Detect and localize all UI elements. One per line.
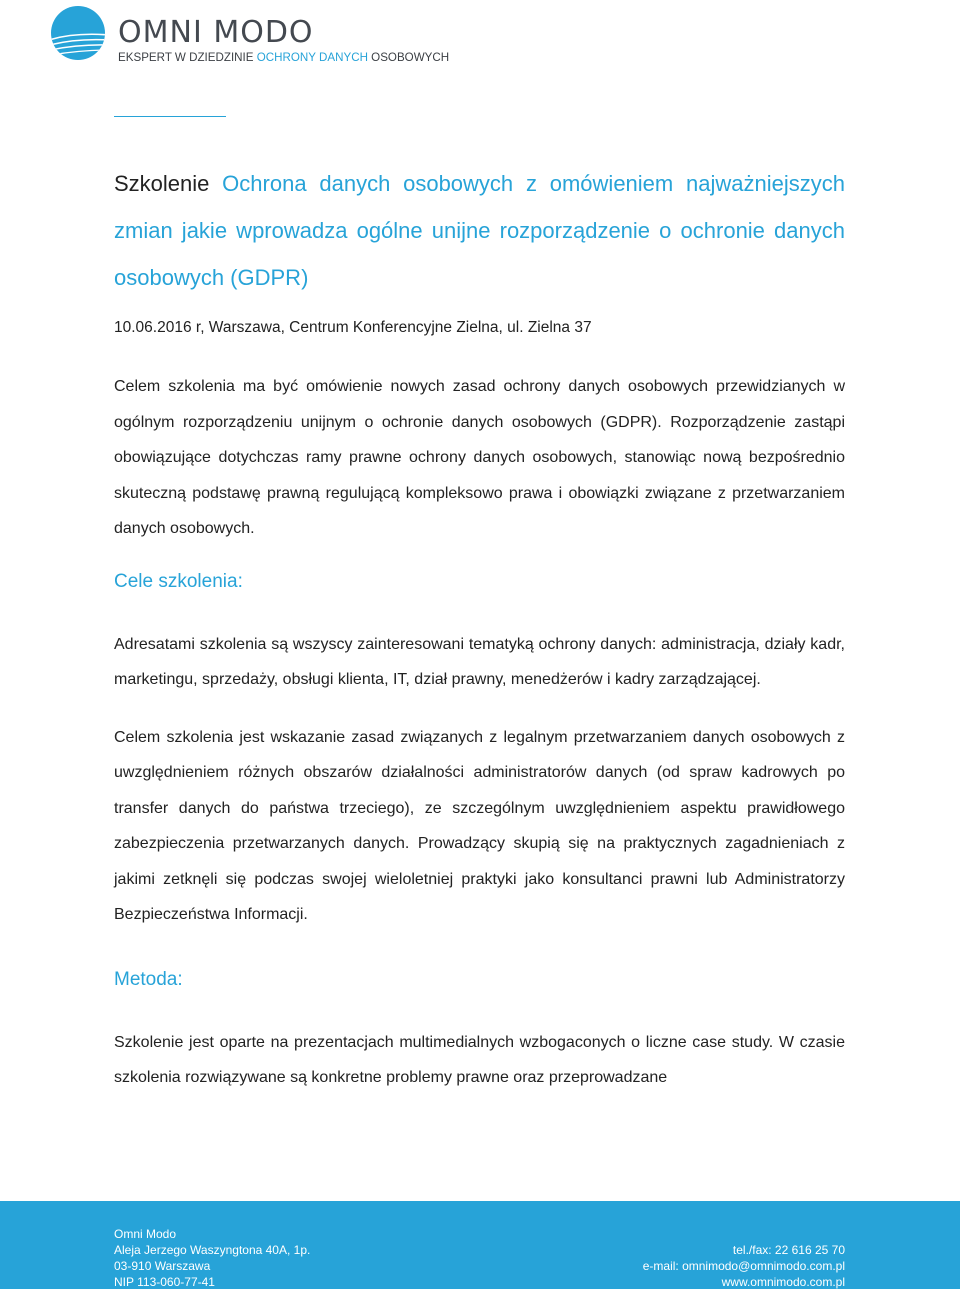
audience-paragraph: Adresatami szkolenia są wszyscy zainteresowani tematyką ochrony danych: administracja, działy kadr, marketingu, sprzedaży, obsługi klienta, IT, dział prawny, menedżerów i kadry zarządzającej.: [114, 635, 845, 688]
footer-city: 03-910 Warszawa: [114, 1259, 211, 1273]
date-location: 10.06.2016 r, Warszawa, Centrum Konferencyjne Zielna, ul. Zielna 37: [114, 319, 592, 336]
logo-tagline-prefix: EKSPERT W DZIEDZINIE: [118, 51, 257, 64]
footer-nip: NIP 113-060-77-41: [114, 1275, 215, 1289]
logo-tagline-highlight: OCHRONY DANYCH: [256, 51, 368, 64]
title-lead: Szkolenie: [114, 171, 210, 196]
document-title: [114, 160, 845, 301]
document-body: [114, 160, 845, 1096]
logo-name: OMNI MODO: [118, 15, 314, 50]
footer-phone: tel./fax: 22 616 25 70: [732, 1243, 845, 1257]
goals-heading: Cele szkolenia:: [114, 570, 243, 592]
header-divider: [114, 116, 226, 117]
intro-paragraph: Celem szkolenia ma być omówienie nowych zasad ochrony danych osobowych przewidzianych w ogólnym rozporządzeniu unijnym o ochronie danych osobowych (GDPR). Rozporządzenie zastąpi obowiązujące dotychczas ramy prawne ochrony danych osobowych, stanowiąc nową bezpośrednio skuteczną podstawę prawną regulującą kompleksowo prawa i obowiązki związane z przetwarzaniem danych osobowych.: [114, 378, 845, 537]
footer-contact: [643, 1242, 845, 1290]
footer-street: Aleja Jerzego Waszyngtona 40A, 1p.: [114, 1243, 311, 1257]
logo-tagline: [118, 51, 449, 64]
method-paragraph: Szkolenie jest oparte na prezentacjach multimedialnych wzbogaconych o liczne case study. W czasie szkolenia rozwiązywane są konkretne problemy prawne oraz przeprowadzane: [114, 1033, 845, 1086]
footer: [0, 1201, 960, 1289]
logo-tagline-suffix: OSOBOWYCH: [367, 51, 450, 64]
logo[interactable]: [50, 5, 450, 67]
footer-website[interactable]: www.omnimodo.com.pl: [721, 1275, 845, 1289]
footer-address: [114, 1226, 310, 1290]
footer-company: Omni Modo: [114, 1227, 177, 1241]
logo-sun-icon: [50, 5, 106, 61]
footer-email[interactable]: e-mail: omnimodo@omnimodo.com.pl: [642, 1259, 845, 1273]
title-topic: Ochrona danych osobowych z omówieniem najważniejszych zmian jakie wprowadza ogólne unijne rozporządzenie o ochronie danych osobowych (GDPR): [114, 171, 845, 290]
method-heading: Metoda:: [114, 968, 183, 990]
goal-paragraph: Celem szkolenia jest wskazanie zasad związanych z legalnym przetwarzaniem danych osobowych z uwzględnieniem różnych obszarów działalności administratorów danych (od spraw kadrowych po transfer danych do państwa trzeciego), ze szczególnym uwzględnieniem aspektu prawidłowego zabezpieczenia przetwarzanych danych. Prowadzący skupią się na praktycznych zagadnieniach z jakimi zetknęli się podczas swojej wieloletniej praktyki jako konsultanci prawni lub Administratorzy Bezpieczeństwa Informacji.: [114, 728, 845, 923]
